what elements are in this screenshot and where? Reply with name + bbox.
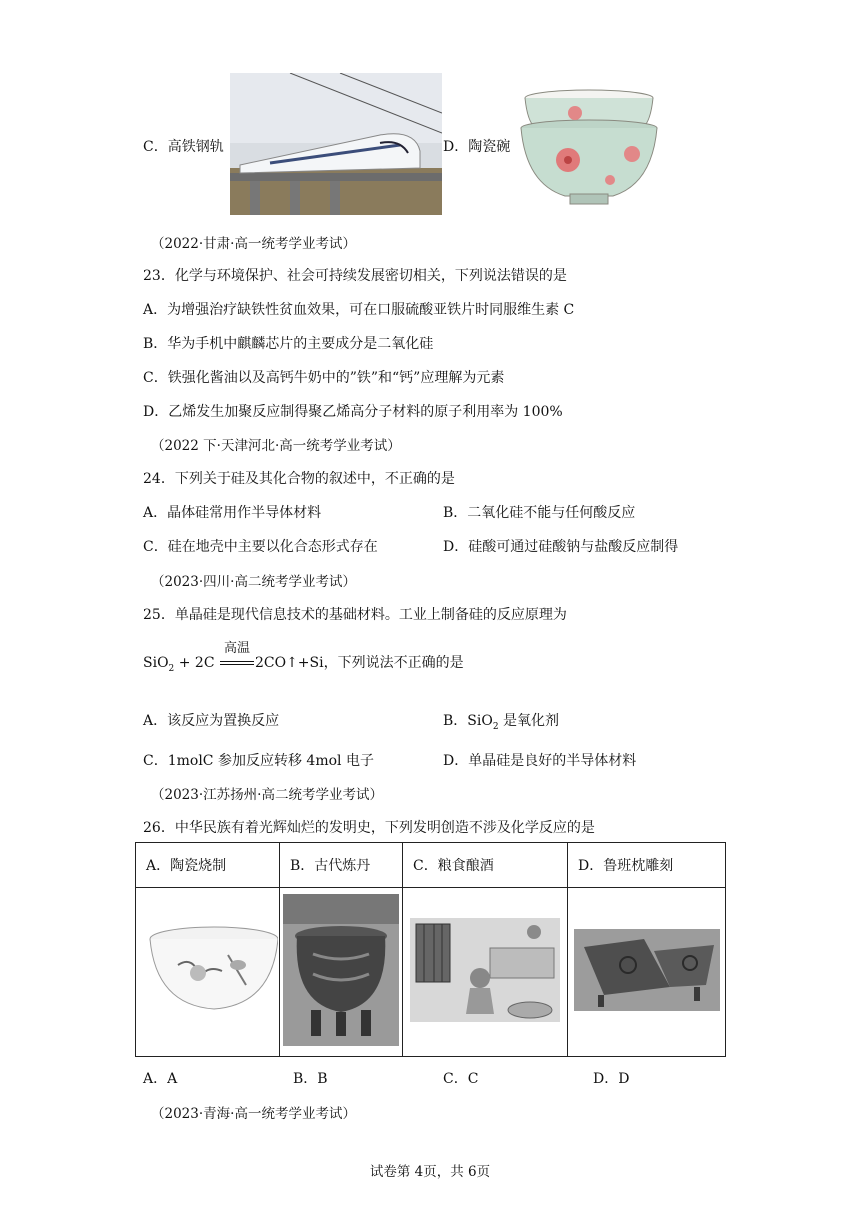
question-25-option-a: A．该反应为置换反应 — [143, 713, 280, 729]
question-26-option-table — [135, 842, 726, 1057]
question-24-option-d: D．硅酸可通过硅酸钠与盐酸反应制得 — [443, 539, 679, 555]
question-23-option-a: A．为增强治疗缺铁性贫血效果，可在口服硫酸亚铁片时同服维生素 C — [143, 302, 575, 318]
source-note: （2023·江苏扬州·高二统考学业考试） — [151, 787, 383, 803]
reactant-carbon: + 2C — [174, 655, 215, 671]
option-header: B．古代炼丹 — [280, 843, 403, 888]
carved-pillow-image — [574, 929, 720, 1011]
alchemy-cauldron-image — [283, 894, 399, 1046]
question-24-stem: 24．下列关于硅及其化合物的叙述中，不正确的是 — [143, 471, 455, 487]
question-25-option-b: B．SiO$_2$ 是氧化剂 — [443, 713, 560, 732]
question-24-option-a: A．晶体硅常用作半导体材料 — [143, 505, 322, 521]
question-23-option-c: C．铁强化酱油以及高钙牛奶中的”铁”和“钙”应理解为元素 — [143, 370, 505, 386]
reactant-formula: SiO — [143, 655, 169, 671]
porcelain-bowl-image — [138, 925, 278, 1015]
high-speed-train-image — [230, 73, 442, 215]
alchemy-cell — [280, 888, 403, 1057]
page-footer: 试卷第 4页，共 6页 — [369, 1164, 491, 1180]
wine-brewing-image — [410, 918, 560, 1022]
source-note: （2022·甘肃·高一统考学业考试） — [151, 236, 356, 252]
question-23-stem: 23．化学与环境保护、社会可持续发展密切相关，下列说法错误的是 — [143, 268, 567, 284]
question-25-option-c: C．1molC 参加反应转移 4mol 电子 — [143, 753, 374, 769]
reaction-equation: SiO$_2$ + 2C 高温 2CO↑+Si，下列说法不正确的是 — [143, 641, 464, 674]
option-header: C．粮食酿酒 — [403, 843, 568, 888]
question-25-option-d: D．单晶硅是良好的半导体材料 — [443, 753, 637, 769]
answer-option-b: B．B — [293, 1071, 328, 1087]
answer-option-a: A．A — [143, 1071, 178, 1087]
source-note: （2023·四川·高二统考学业考试） — [151, 574, 356, 590]
products: 2CO↑+Si — [254, 655, 324, 671]
option-header: A．陶瓷烧制 — [136, 843, 280, 888]
source-note: （2023·青海·高一统考学业考试） — [151, 1106, 356, 1122]
answer-option-d: D．D — [593, 1071, 630, 1087]
question-23-option-b: B．华为手机中麒麟芯片的主要成分是二氧化硅 — [143, 336, 434, 352]
question-23-option-d: D．乙烯发生加聚反应制得聚乙烯高分子材料的原子利用率为 100% — [143, 404, 563, 420]
option-c-label: C．高铁钢轨 — [143, 139, 224, 155]
porcelain-firing-cell — [136, 888, 280, 1057]
porcelain-bowl-image — [520, 88, 658, 206]
question-25-stem: 25．单晶硅是现代信息技术的基础材料。工业上制备硅的反应原理为 — [143, 607, 567, 623]
carving-cell — [568, 888, 726, 1057]
option-header: D．鲁班枕雕刻 — [568, 843, 726, 888]
option-d-label: D．陶瓷碗 — [443, 139, 511, 155]
answer-option-c: C．C — [443, 1071, 479, 1087]
question-24-option-c: C．硅在地壳中主要以化合态形式存在 — [143, 539, 378, 555]
question-26-stem: 26．中华民族有着光辉灿烂的发明史，下列发明创造不涉及化学反应的是 — [143, 820, 595, 836]
question-24-option-b: B．二氧化硅不能与任何酸反应 — [443, 505, 636, 521]
source-note: （2022 下·天津河北·高一统考学业考试） — [151, 438, 401, 454]
reaction-condition: 高温 — [219, 655, 255, 671]
wine-brewing-cell — [403, 888, 568, 1057]
